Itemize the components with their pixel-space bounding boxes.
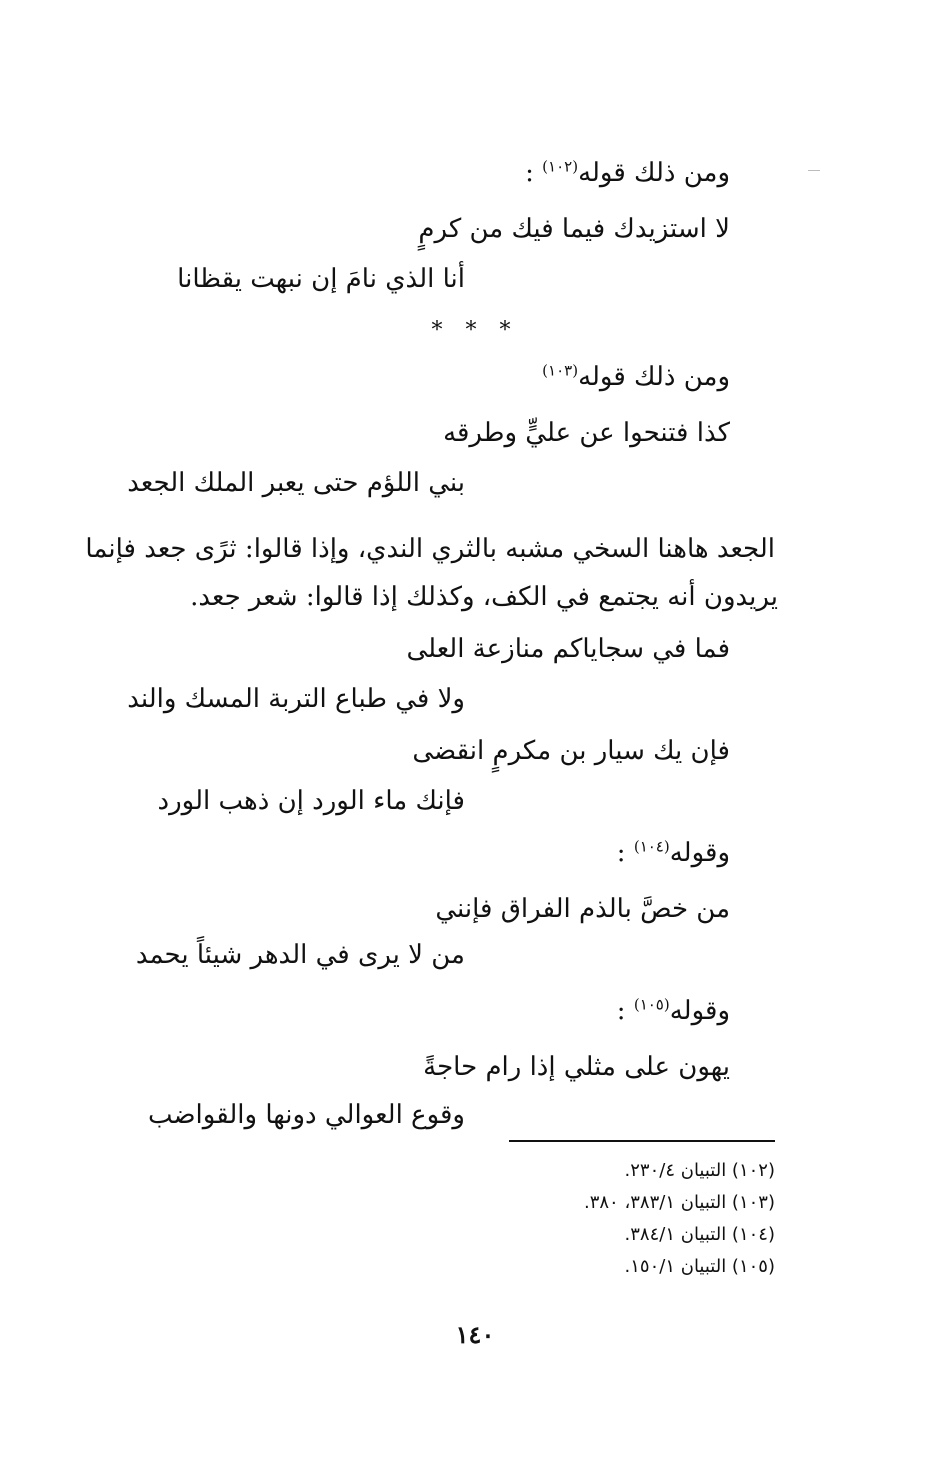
verse-1-hemistich-1: لا استزيدك فيما فيك من كرمٍ xyxy=(418,214,730,244)
intro-text: وقوله xyxy=(669,996,730,1026)
page-number: ١٤٠ xyxy=(455,1320,495,1349)
intro-colon: : xyxy=(525,158,534,188)
intro-line-104 xyxy=(617,836,730,870)
footnote-ref-104[interactable]: (١٠٤) xyxy=(633,837,670,856)
footnote-rule xyxy=(509,1140,775,1142)
verse-4-hemistich-2: فإنك ماء الورد إن ذهب الورد xyxy=(157,786,465,816)
footnote-105: (١٠٥) التبيان ١٥٠/١. xyxy=(624,1256,775,1277)
verse-1-hemistich-2: أنا الذي نامَ إن نبهت يقظانا xyxy=(177,264,465,294)
intro-line-103 xyxy=(542,360,730,394)
intro-text: ومن ذلك قوله xyxy=(578,158,730,188)
intro-text: وقوله xyxy=(669,838,730,868)
prose-line-2: يريدون أنه يجتمع في الكف، وكذلك إذا قالوا: شعر جعد. xyxy=(190,582,778,612)
intro-line-102 xyxy=(525,156,730,190)
footnote-102: (١٠٢) التبيان ٢٣٠/٤. xyxy=(624,1160,775,1181)
verse-2-hemistich-1: كذا فتنحوا عن عليٍّ وطرقه xyxy=(443,418,730,448)
footnote-ref-105[interactable]: (١٠٥) xyxy=(633,995,670,1014)
footnote-104: (١٠٤) التبيان ٣٨٤/١. xyxy=(624,1224,775,1245)
verse-2-hemistich-2: بني اللؤم حتى يعبر الملك الجعد xyxy=(127,468,465,498)
intro-colon: : xyxy=(616,838,626,868)
footnote-ref-102[interactable]: (١٠٢) xyxy=(542,157,579,176)
intro-colon: : xyxy=(616,996,626,1026)
verse-6-hemistich-2: وقوع العوالي دونها والقواضب xyxy=(147,1100,465,1130)
section-separator: * * * xyxy=(431,318,519,343)
verse-3-hemistich-2: ولا في طباع التربة المسك والند xyxy=(127,684,465,714)
verse-5-hemistich-1: من خصَّ بالذم الفراق فإنني xyxy=(435,894,730,924)
scan-mark xyxy=(808,170,820,171)
verse-3-hemistich-1: فما في سجاياكم منازعة العلى xyxy=(406,634,730,664)
prose-line-1: الجعد هاهنا السخي مشبه بالثري الندي، وإذا قالوا: ثرًى جعد فإنما xyxy=(85,534,775,564)
verse-4-hemistich-1: فإن يك سيار بن مكرمٍ انقضى xyxy=(412,736,730,766)
verse-6-hemistich-1: يهون على مثلي إذا رام حاجةً xyxy=(423,1052,730,1082)
verse-5-hemistich-2: من لا يرى في الدهر شيئاً يحمد xyxy=(135,940,465,970)
footnote-103: (١٠٣) التبيان ٣٨٣/١، ٣٨٠. xyxy=(583,1192,775,1213)
intro-text: ومن ذلك قوله xyxy=(578,362,730,392)
footnote-ref-103[interactable]: (١٠٣) xyxy=(542,361,579,380)
intro-line-105 xyxy=(617,994,730,1028)
